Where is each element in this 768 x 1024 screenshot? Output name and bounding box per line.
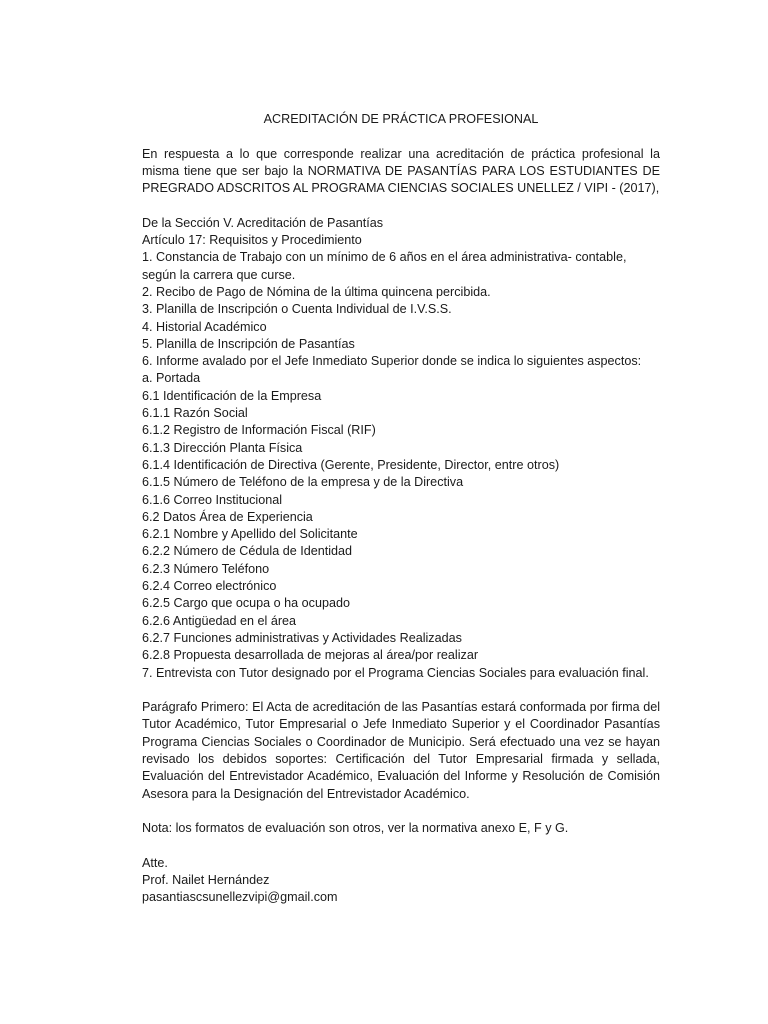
article-heading: Artículo 17: Requisitos y Procedimiento <box>142 233 362 248</box>
list-item: 1. Constancia de Trabajo con un mínimo de 6 años en el área administrativa- contable, según la carrera que curse. <box>142 250 627 282</box>
list-item: 6.1.4 Identificación de Directiva (Gerente, Presidente, Director, entre otros) <box>142 457 560 472</box>
spacer <box>142 837 660 854</box>
list-item: 6.2.2 Número de Cédula de Identidad <box>142 544 353 559</box>
list-item: 6.1.1 Razón Social <box>142 406 248 421</box>
note-text: Nota: los formatos de evaluación son otros, ver la normativa anexo E, F y G. <box>142 821 569 836</box>
list-item: 6.1 Identificación de la Empresa <box>142 388 322 403</box>
document-title: ACREDITACIÓN DE PRÁCTICA PROFESIONAL <box>263 112 539 126</box>
email-address: pasantiascsunellezvipi@gmail.com <box>142 890 338 905</box>
intro-paragraph: En respuesta a lo que corresponde realizar una acreditación de práctica profesional la misma tiene que ser bajo la NORMATIVA DE PASANTÍAS PARA LOS ESTUDIANTES DE PREGRADO ADSCRITOS AL PROGRAMA CIENCIAS SOCIALES UNELLEZ / VIPI - (2017), <box>142 146 660 196</box>
spacer <box>142 682 660 699</box>
spacer <box>142 803 660 820</box>
spacer <box>142 197 660 214</box>
signer-name: Prof. Nailet Hernández <box>142 873 270 888</box>
closing-text: Atte. <box>142 855 168 870</box>
list-item: 6.1.2 Registro de Información Fiscal (RIF) <box>142 423 376 438</box>
list-item: 6.2.6 Antigüedad en el área <box>142 613 297 628</box>
section-heading: De la Sección V. Acreditación de Pasantías <box>142 215 384 230</box>
list-item: 7. Entrevista con Tutor designado por el Programa Ciencias Sociales para evaluación final. <box>142 665 649 680</box>
paragraph-first: Parágrafo Primero: El Acta de acreditación de las Pasantías estará conformada por firma del Tutor Académico, Tutor Empresarial o Jefe Inmediato Superior y el Coordinador Pasantías Programa Ciencias Sociales o Coordinador de Municipio. Será efectuado una vez se hayan revisado los debidos soportes: Certificación del Tutor Empresarial firmada y sellada, Evaluación del Entrevistador Académico, Evaluación del Informe y Resolución de Comisión Asesora para la Designación del Entrevistador Académico. <box>142 700 660 801</box>
requirements-list <box>142 249 660 681</box>
list-item: 4. Historial Académico <box>142 319 267 334</box>
list-item: a. Portada <box>142 371 201 386</box>
list-item: 6. Informe avalado por el Jefe Inmediato Superior donde se indica lo siguientes aspectos: <box>142 354 642 369</box>
list-item: 3. Planilla de Inscripción o Cuenta Individual de I.V.S.S. <box>142 302 452 317</box>
list-item: 6.2.3 Número Teléfono <box>142 561 270 576</box>
list-item: 6.2 Datos Área de Experiencia <box>142 509 313 524</box>
list-item: 6.1.6 Correo Institucional <box>142 492 283 507</box>
list-item: 6.1.3 Dirección Planta Física <box>142 440 303 455</box>
list-item: 6.2.5 Cargo que ocupa o ha ocupado <box>142 596 350 611</box>
list-item: 6.2.7 Funciones administrativas y Actividades Realizadas <box>142 630 462 645</box>
list-item: 6.2.8 Propuesta desarrollada de mejoras al área/por realizar <box>142 648 479 663</box>
document-page <box>142 111 660 907</box>
list-item: 6.2.1 Nombre y Apellido del Solicitante <box>142 527 358 542</box>
list-item: 6.1.5 Número de Teléfono de la empresa y de la Directiva <box>142 475 464 490</box>
list-item: 2. Recibo de Pago de Nómina de la última quincena percibida. <box>142 284 491 299</box>
list-item: 6.2.4 Correo electrónico <box>142 579 277 594</box>
list-item: 5. Planilla de Inscripción de Pasantías <box>142 336 355 351</box>
